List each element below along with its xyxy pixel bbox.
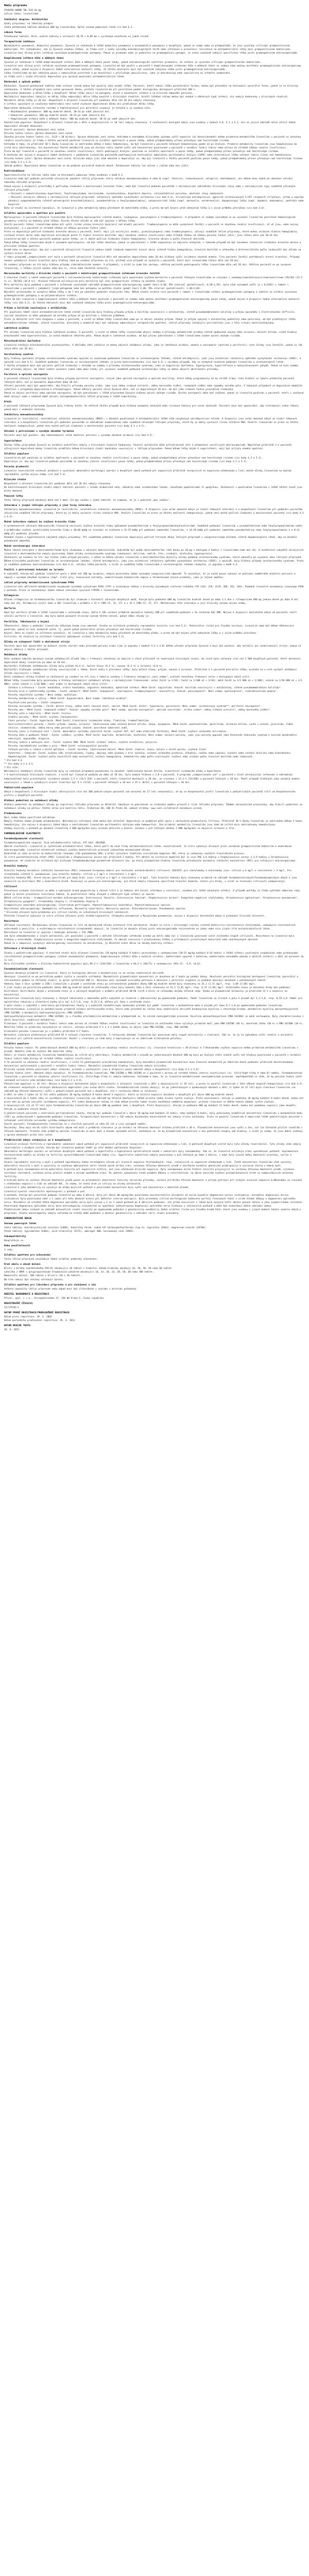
section-heading: Zvláštní opatření pro uchovávání (4, 1254, 51, 1257)
section-heading: Zvláštní upozornění a opatření pro použití (4, 212, 65, 215)
paragraph: Pediatrická populace: Bezpečnost a účinnost linezolidu u dětí a dospívajících (< 18 let) nebyly stanoveny. V současnosti dostupné údaje jsou uvedeny v bodech 4.8, 5.1 a 5.2, ale na jejich základě nelze učinit žádná doporučení ohledně dávkování. (4, 121, 297, 128)
paragraph: Absorpce: Linezolid se po perorálním podání rychle a rozsáhle vstřebává. Maximálních plazmatických koncentrací je dosaženo do 2 hodin po podání dávky. Absolutní perorální biologická dostupnost linezolidu (perorální a intravenózní podání ve zkřížené studii) je úplná (přibližně 100 %). Absorpce není významně ovlivněna potravou a absorpce z perorální suspenze je podobná absorpci dosažené u potahovaných tablet. (4, 975, 300, 982)
paragraph: Výdej přípravku: na lékařský předpis (4, 22, 54, 25)
section-heading: Předávkování (4, 812, 22, 815)
paragraph: U normotenzních zdravých dobrovolníků linezolid zesiloval zvýšení krevního tlaku způsobené pseudoefedrinem a fenylpropanolaminhydrochloridem. Souběžné podávání linezolidu s pseudoefedrinem nebo fenylpropanolaminem vedlo k průměrnému zvýšení systolického krevního tlaku o 30–40 mmHg ve srovnání se zvýšením o 11–15 mmHg při podávání samotného linezolidu, o 14–18 mmHg při podávání samotného pseudoefedrinu nebo fenylpropanolaminu a o 8–11 mmHg při podávání placeba. (4, 525, 304, 535)
paragraph: Doporučené dávkování a délka léčby u dospělých: Délka léčby závisí na patogenu, místě a závažnosti infekce a na klinické odpovědi pacienta. (4, 92, 194, 95)
paragraph: Potah tablety: hypromelóza (E464), oxid titaničitý (E171), makrogol 400, karnaubský vosk (E903). (4, 1230, 135, 1233)
section-heading: Fertilita, těhotenství a kojení (4, 620, 49, 623)
paragraph: Závažná porucha funkce ledvin (tj. CLCR < 30 ml/min): Úprava dávkování není nutná. Vzhledem k neznámému klinickému významu vyšší expozice (až desetinásobné) dvěma primárním metabolitům linezolidu u pacientů se závažnou renální insuficiencí je třeba u těchto pacientů používat linezolid se zvláštní opatrností a pouze tehdy, pokud předpokládaný přínos převažuje nad teoretickým rizikem. (4, 135, 302, 142)
list-item: Gastrointestinální poruchy — Časté: průjem, nauzea, zvracení, lokalizovaná nebo celková bolest břicha, zácpa, dyspepsie. Méně časté: pankreatitida, gastritida, distenze břicha, sucho v ústech, glositida, řídká stolice, stomatitida, změna barvy nebo porucha jazyka. Vzácné: povrchové zabarvení zubů. (8, 723, 295, 730)
section-heading: Pediatrická populace (4, 786, 33, 789)
paragraph: Hypersenzitivita na léčivou látku nebo na kteroukoli pomocnou látku uvedenou v bodě 6.1. (4, 174, 124, 177)
paragraph: Údaje o bezpečnosti z klinických studií zahrnujících více než 500 pediatrických pacientů (od narození do 17 let) nenaznačují, že by se bezpečnostní profil linezolidu u pediatrických pacientů lišil od bezpečnostního profilu u dospělých pacientů. (4, 790, 297, 797)
list-item: Cévní poruchy — Časté: hypertenze. Méně časté: tranzitorní ischemické ataky, flebitida, tromboflebitida. (8, 719, 150, 722)
paragraph: Nemocniční balení: 100 tablet v blistru (10 x 10 tablet). (4, 1275, 82, 1278)
paragraph: Potahovaná tableta. Bílé, oválné tablety o velikosti 18,78 x 8,89 mm s vyraženým označením na jedné straně. (4, 35, 150, 38)
paragraph: Koncentrace linezolidu byly stanoveny v různých tekutinách u omezeného počtu subjektů ve studiích s dobrovolníky po opakovaném podávání. Poměr linezolidu ve slinách a potu k plazmě byl 1,2:1,0, resp. 0,55:1,0. Poměr pro epiteliální tekutinu a alveolární buňky plic byl 4,5:1,0, resp. 0,15:1,0, měřeno při Cmax v ustáleném stavu. (4, 997, 304, 1004)
paragraph: † V kontrolovaných klinických studiích, v nichž byl linezolid podáván po dobu až 28 dní, byla anemie hlášena u 2,0 % pacientů. V programu „compassionate use“ u pacientů s život ohrožujícími infekcemi a základními komorbiditami byla procentuální incidence anemie 2,5 % (33/1 326) u pacientů, kteří linezolid dostávali ≤ 28 dní, ve srovnání s 12,3 % (53/430) u pacientů léčených > 28 dní. Podíl případů hlášených jako závažná anemie související s lékem a vyžadující krevní transfuzi byl 9 % (3/33) u pacientů léčených ≤ 28 dní a 15 % (8/53) u pacientů léčených > 28 dní. (4, 774, 301, 784)
paragraph: U infekcí spojených se současnou bakteriemií není nutné zvyšovat doporučenou dávku ani prodlužovat délku léčby. (4, 103, 156, 106)
paragraph: Klinický význam těchto pozorování nebyl stanoven, protože v současnosti jsou k dispozici pouze omezené údaje o bezpečnosti (viz body 4.2 a 4.4). (4, 1068, 200, 1071)
paragraph: * Viz bod 4.4. (4, 759, 24, 762)
paragraph: Eliminace: U pacientů s normální funkcí ledvin nebo mírnou až středně těžkou renální insuficiencí se linezolid za ustáleného stavu vylučuje primárně močí jako PNU-142586 (40 %), mateřská látka (30 %) a PNU-142300 (10 %). Mateřská látka se prakticky nevyskytuje ve stolici, zatímco přibližně 6 % a 3 % každé dávky se objeví jako PNU-142586, resp. PNU-142300. (4, 1023, 305, 1029)
paragraph: Studie reprodukční toxicity u myší a potkanů neprokázaly žádný teratogenní účinek při úrovních expozice čtyřnásobných, resp. rovnajících se expozicím očekávaným u lidí. Tytéž koncentrace linezolidu však vyvolaly maternální toxicitu u myší a souvisely se zvýšenou embryonální smrtí včetně úplné ztráty vrhu, sníženou tělesnou hmotností plodů a zhoršením normální genetické predispozice k variacím sterna u kmene myší. (4, 1161, 293, 1168)
paragraph: † Viz níže. (4, 767, 20, 770)
paragraph: U novorozenců do 1 týdne věku se systémová clearance linezolidu (na základě kg tělesné hmotnosti) během prvního týdne života rychle zvyšuje. Proto novorozenci, kterým je podáváno 10 mg/kg každých 8 hodin denně, budou mít první den po porodu nejvyšší systémovou expozici. Při tomto dávkovacím režimu se však během prvního týdne života neočekává nadměrná akumulace, protože clearance se během tohoto období rychle zvyšuje. (4, 1097, 305, 1104)
paragraph: Ačkoli se hlavní metabolity linezolidu hemodialýzou do určité míry odstraňují, hladiny metabolitů v plazmě po jednorázových dávkách 600 mg byly po dialýze stále značně vyšší než hladiny pozorované u pacientů s normální funkcí ledvin nebo mírnou až středně těžkou renální insuficiencí. (4, 1054, 302, 1060)
paragraph: Linezolid snižoval fertilitu a reprodukční výkonnost samců potkanů při expozicích přibližně rovnajících se expozicím očekávaným u lidí. U pohlavně dospělých zvířat byly tyto účinky reverzibilní. Tyto účinky však nebyly reverzibilní u mladých zvířat, kterým byl linezolid podáván téměř po celé období pohlavního dospívání. (4, 1143, 302, 1149)
paragraph: Abnormální morfologie spermií ve varlatech dospělých samců potkanů a hypertrofie a hyperplazie epiteliálních buněk v nadvarleti byly zaznamenány. Zdá se, že linezolid ovlivňuje zrání spermatozoí potkanů. Suplementace testosteronem neměla na účinky na fertilitu zprostředkované linezolidem žádný vliv. Hypertrofie nadvarlete nebyla pozorována u psů léčených po dobu 1 měsíce, i když byly zjevné změny hmotnosti prostaty, varlat a nadvarlat. (4, 1150, 300, 1161)
paragraph: Během klinického používání linezolidu se serotonergními látkami, včetně antidepresiv, jako jsou selektivní inhibitory zpětného vychytávání serotoninu (SSRI), a opioidů, byly hlášeny případy serotoninového syndromu. Proto je souběžné podávání kontraindikováno (viz bod 4.3), zatímco léčba pacientů, u nichž je souběžná léčba linezolidem a serotonergními látkami nezbytná, je popsána v bodě 4.4. (4, 560, 305, 566)
paragraph: In vitro postantibiotický efekt (PAE) linezolidu u Staphylococcus aureus byl přibližně 2 hodiny. Při měření na zvířecích modelech byl in vivo PAE 3,6 hodiny u Staphylococcus aureus a 3,9 hodiny u Streptococcus pneumoniae. Ve studiích na zvířatech byl klíčovým farmakodynamickým parametrem účinnosti čas, po který plazmatická hladina linezolidu přesahovala minimální inhibiční koncentraci (MIC) pro infikující mikroorganismus. (4, 856, 297, 863)
section-heading: DATUM REVIZE TEXTU (4, 1324, 30, 1327)
paragraph: Zkřížená rezistence: Mechanismus účinku linezolidu se liší od mechanismů účinku ostatních tříd antibiotik. Studie in vitro s klinickými izoláty (včetně methicilin-rezistentních stafylokoků, vankomycin-rezistentních enterokoků a penicilin- a erythromycin-rezistentních streptokoků) ukazují, že linezolid je obvykle účinný proti mikroorganismům rezistentním na jednu nebo více jiných tříd antimikrobiálních látek. (4, 924, 297, 931)
paragraph: Když byl warfarin přidán k léčbě linezolidem v ustáleném stavu, došlo k 10% snížení průměrné maximální hodnoty INR při souběžném podávání s 5% snížením AUC INR. Nejsou k dispozici dostatečné údaje od pacientů, kteří užívali warfarin a linezolid, aby bylo možné posoudit klinický význam těchto nálezů, pokud vůbec nějaký je. (4, 612, 298, 618)
paragraph: Hraniční hodnoty MIC, které nejsou specifické pro daný druh, jsou: citlivé ≤ 2 mg/l a rezistentní > 8 mg/l. Tyto hraniční hodnoty byly stanoveny primárně na základě farmakokinetických/farmakodynamických údajů a jsou nezávislé na distribuci MIC u konkrétních druhů. Používají se pouze pro mikroorganismy, pro které nebyla stanovena specifická hraniční hodnota, nikoli pro druhy, u nichž se testování citlivosti nedoporučuje. (4, 876, 298, 883)
paragraph: Datum posledního prodloužení registrace: 26. 4. 2013 (4, 1319, 75, 1322)
paragraph: K dnešnímu dni nejsou k dispozici žádné zkušenosti s podáváním linezolidu pacientům podstupujícím kontinuální ambulantní peritoneální dialýzu (CAPD) nebo alternativní léčbu selhání ledvin (jinou než hemodialýzu). (4, 154, 293, 157)
paragraph: Pacientky: Ženy mají mírně nižší distribuční objem než muži a průměrná clearance je po korekci na tělesnou hmotnost snížena přibližně o 20 %. Plazmatické koncentrace jsou vyšší u žen, což lze částečně přičíst rozdílům v tělesné hmotnosti. Protože však průměrný poločas linezolidu se mezi muži a ženami významně neliší, neočekává se, že by plazmatické koncentrace u žen podstatně stouply nad hladiny, o nichž je známo, že jsou dobře snášeny, a úprava dávkování proto není nutná. (4, 1126, 305, 1137)
paragraph: Myelosuprese: U pacientů léčených linezolidem byla hlášena myelosuprese (včetně anemie, leukopenie, pancytopenie a trombocytopenie). V případech se známým výsledkem se po vysazení linezolidu postižené hematologické parametry vrátily na hodnoty před léčbou. Riziko těchto účinků se zdá být spojeno s délkou léčby. (4, 216, 297, 223)
paragraph: Distribuce: Distribuční objem v ustáleném stavu je u zdravých dospělých v průměru přibližně 40–50 litrů a blíží se celkovému objemu tělesné vody. Vazba na plazmatické bílkoviny je přibližně 31 % a nezávisí na koncentraci. (4, 990, 289, 997)
list-item: • Pacienti s nekontrolovanou hypertenzí, feochromocytomem, karcinoidem, tyreotoxikózou, bipolární depresí, schizoafektivní poruchou, akutními stavy zmatenosti. (8, 192, 225, 195)
section-heading: Zvláštní populace (4, 452, 29, 455)
paragraph: Není známo žádné specifické antidotum. (4, 816, 56, 819)
paragraph: Rezistence na linezolid je spojena s bodovými mutacemi v 23S rRNA. (4, 931, 94, 935)
paragraph: Bezpečnost a účinnost linezolidu při podávání déle než 28 dní nebyly stanoveny. (4, 482, 112, 485)
paragraph: ZYVOXID 600MG TBL FLM 10 mg (4, 9, 41, 12)
paragraph: Obecné vlastnosti: Linezolid je syntetická antibakteriální látka, která patří do nové třídy antimikrobiálních látek, oxazolidinonů. In vitro vykazuje účinnost proti aerobním grampozitivním bakteriím a anaerobním mikroorganismům. Linezolid selektivně inhibuje syntézu bakteriálních proteinů jedinečným mechanismem účinku. (4, 845, 293, 852)
section-heading: Možné serotonergní interakce (4, 545, 45, 548)
section-heading: Serotoninový syndrom (4, 353, 33, 356)
paragraph: U dětí ve věku 1 týden až 12 let vedlo podávání 10 mg/kg každých 8 hodin denně k expozici, která se blížila expozici dosažené u dospělých při dávce 600 mg dvakrát denně. (4, 1094, 234, 1097)
section-heading: Dávkování a způsob podání (4, 81, 41, 84)
paragraph: Ke stanovení bezpečných a účinných dávkovacích doporučení jsou nutné další studie. Farmakokinetické studie ukazují, že po jednorázových a opakovaných dávkách u dětí (1 týden až 12 let) byla clearance linezolidu (na základě kg tělesné hmotnosti) vyšší u pediatrických pacientů než u dospělých, ale s rostoucím věkem se snižovala. (4, 1087, 297, 1093)
section-heading: Užívání s potravinami s vysokým obsahem tyraminu (4, 430, 74, 433)
section-heading: Farmakokinetické vlastnosti (4, 968, 44, 971)
paragraph: Nejčastěji hlášenými nežádoucími účinky souvisejícími s lékem, které vedly k přerušení léčby, byly bolest hlavy, průjem, nauzea a zvracení. Přibližně 3 % pacientů přerušila léčbu, protože se u nich vyskytl nežádoucí účinek související s lékem. (4, 669, 298, 675)
paragraph: Míra mortality byla podobná u pacientů s infekcemi vyvolanými výhradně grampozitivními mikroorganismy (poměr šancí 0,96; 95% interval spolehlivosti: 0,58–1,59), byla však významně vyšší (p = 0,0162) v rameni s linezolidem u pacientů s jakýmkoli jiným patogenem nebo bez patogenu na počátku studie (poměr šancí 2,48; 95% interval spolehlivosti: 1,38–4,46). (4, 283, 290, 290)
paragraph: Zkušenosti po uvedení na trh: byl hlášen jeden případ pacienta, u něhož se během užívání linezolidu a dextromethorfanu objevily účinky podobné serotoninovému syndromu, které odezněly po vysazení obou léčivých přípravků. (4, 556, 302, 559)
paragraph: Tento léčivý přípravek nevyžaduje žádné zvláštní podmínky uchovávání. (4, 1258, 98, 1261)
list-item: Poruchy jater a žlučových cest — Časté: abnormální výsledky jaterních testů; zvýšení AST, ALT nebo alkalické fosfatázy. Méně časté: zvýšení celkového bilirubinu. (8, 730, 228, 733)
paragraph: V těchto případech mají být pacienti pečlivě sledováni s ohledem na známky a příznaky serotoninového syndromu, jako je kognitivní dysfunkce, hyperpyrexie, hyperreflexie a nekoordinovanost pohybů. Pokud se tyto známky nebo příznaky objeví, má lékař zvážit vysazení jedné nebo obou látek; při vysazení souběžně podávané serotonergní látky se mohou objevit abstinenční příznaky. (4, 364, 300, 371)
paragraph: Hraniční hodnoty minimální inhibiční koncentrace (MIC) stanovené Evropskou komisí pro testování antimikrobiální citlivosti (EUCAST) pro stafylokoky a enterokoky jsou: citlivé ≤ 4 mg/l a rezistentní > 4 mg/l. Pro streptokoky (včetně S. pneumoniae) jsou hraniční hodnoty: citlivé ≤ 2 mg/l a rezistentní > 4 mg/l. (4, 869, 293, 876)
paragraph: Pediatrická populace (< 18 let): Nejsou k dispozici dostatečné údaje o bezpečnosti a účinnosti linezolidu u dětí a dospívajících (< 18 let), a proto se použití linezolidu v této věkové skupině nedoporučuje (viz bod 4.2). (4, 1083, 304, 1086)
list-item: Poruchy nervového systému — Časté: bolest hlavy, změna chuti (kovová chuť), závrať. Méně časté: křeče*, hypestezie, parestezie. Není známo: serotoninový syndrom**, periferní neuropatie*. (8, 705, 262, 708)
section-heading: Pomocné látky (4, 495, 23, 498)
paragraph: Porucha funkce jater: Omezené údaje naznačují, že farmakokinetika linezolidu, PNU-142300 a PNU-142586 se u pacientů s mírnou až středně těžkou jaterní insuficiencí (tj. Child-Pugh třídy A nebo B) nemění. Farmakokinetika linezolidu u pacientů se závažnou jaterní insuficiencí (tj. Child-Pugh třídy C) nebyla hodnocena. Vzhledem k tomu, že je linezolid metabolizován neenzymatickým procesem, nepředpokládá se však, že by porucha funkce jater významně ovlivnila jeho metabolismus (viz body 4.2 a 4.4). (4, 1072, 304, 1082)
paragraph: U potkanů, kterým byl perorálně podáván linezolid po dobu 6 měsíců, byla při dávce 80 mg/kg/den pozorována neuréverzibilní minimální až mírná axonální degenerace nervus ischiadicus; minimální degenerace nervus ischiadicus byla pozorována také u 1 samce při této dávkové úrovni při 3měsíční interim nekropsii. Byla provedeno citlivé morfologické hodnocení perfuzí fixovaných tkání s cílem hledat důkazy o degeneraci optického nervu. Minimální až středně těžká degenerace optického nervu byla zjevná u 2 ze 3 samců potkanů po 6 měsících podávání, ale přímá souvislost s lékem byla nejasná kvůli akutní povaze nálezu a jeho asymetrickému rozložení. (4, 1194, 304, 1204)
list-item: Poruchy metabolismu a výživy — Méně časté: hyponatremie. Není známo: laktátová acidóza*. (8, 698, 128, 701)
section-heading: Interakce s jinými léčivými přípravky a jiné formy interakce (4, 504, 92, 507)
paragraph: Linezolid není účinný proti infekcím vyvolaným gramnegativními patogeny. Linezolid má být použit u pacientů s komplikovanými infekcemi kůže a měkkých tkání se známou nebo možnou koinfekcí gramnegativními mikroorganismy pouze tehdy, pokud nejsou k dispozici žádné alternativní možnosti léčby. Za těchto okolností musí být současně zahájena léčba proti gramnegativním mikroorganismům. (4, 65, 302, 72)
paragraph: ** Viz body 4.3 a 4.5. (4, 763, 35, 766)
paragraph: Další nežádoucí účinky hlášené ze zkušeností po uvedení na trh jsou v tabulce uvedeny s frekvencí kategorie „není známo“, protože skutečnou frekvenci nelze z dostupných údajů určit. (4, 676, 251, 679)
list-item: Poruchy oka — Méně časté: rozmazané vidění*. Vzácné: výpadky zorného pole*. Není známo: optická neuropatie*, optická neuritida*, ztráta zraku*, změny zrakové ostrosti*, změny barevného vidění*. (8, 708, 271, 711)
paragraph: V otevřené studii u vážně nemocných pacientů s intravaskulárními katetrovými infekcemi byla pozorována zvýšená mortalita u pacientů léčených linezolidem ve srovnání s vankomycinem/dikloxacilinem/oxacilinem [78/363 (21,5 %) vs. 58/363 (16,0 %)]. Hlavním faktorem ovlivňujícím míru mortality byl stav grampozitivní infekce na počátku studie. (4, 276, 304, 283)
paragraph: Grampozitivní anaerobní mikroorganismy: Clostridium perfringens, Peptostreptococcus anaerobius, Peptostreptococcus species. (4, 904, 172, 907)
paragraph: Lahvička z HDPE s polypropylenovým šroubovacím uzávěrem obsahující 10, 14, 20, 24, 30, 50, 60 nebo 100 tablet. (4, 1271, 154, 1274)
paragraph: Nozokomiální pneumonie. Komunitní pneumonie. Zyvoxid je indikován k léčbě komunitní pneumonie a nozokomiální pneumonie u dospělých, pokud je známo nebo se předpokládá, že jsou vyvolány citlivými grampozitivními bakteriemi. Při rozhodování, zda je Zyvoxid vhodnou léčbou, je třeba vzít v úvahu výsledky mikrobiologických testů nebo informace o prevalenci rezistence na antibakteriální látky mezi grampozitivními bakteriemi. (4, 44, 291, 51)
paragraph: Porucha funkce ledvin: Úprava dávkování není nutná. (4, 132, 74, 135)
section-heading: Terapeutické indikace (4, 40, 35, 43)
paragraph: Doporučené dávkování infuzního roztoku a tablet/granulí pro perorální suspenzi je totožné a je uvedeno níže: (4, 107, 151, 110)
paragraph: Vzhledem k tomu, že přibližně 30 % dávky linezolidu je odstraněno během 3 hodin hemodialýzy, má být linezolid u pacientů léčených hemodialýzou podán až po dialýze. Primární metabolity linezolidu jsou hemodialýzou do jisté míry odstraňovány, ale koncentrace těchto metabolitů jsou po dialýze stále značně vyšší než koncentrace pozorované u pacientů s normální funkcí ledvin nebo mírnou až středně těžkou renální insuficiencí. (4, 143, 298, 150)
paragraph: Prevalence získané rezistence se může u vybraných druhů geograficky a časově lišit a je žádoucí mít místní informace o rezistenci, zejména při léčbě závažných infekcí. V případě potřeby je třeba vyhledat odbornou radu, pokud je místní prevalence rezistence taková, že použitelnost látky alespoň u některých typů infekcí je sporná. (4, 889, 302, 896)
paragraph: Hydroxyethylglycinový metabolit (PNU-142586) je u člověka převládajícím metabolitem a předpokládá se, že vzniká neenzymatickým procesem. Kyselina aminoethoxyoctová (PNU-142300) je méně zastoupena. Byly charakterizovány i další minoritní, neaktivní metabolity. (4, 1015, 305, 1022)
section-heading: Zvláštní opatření pro likvidaci přípravku a pro zacházení s ním (4, 1283, 96, 1286)
paragraph: Při používání téměř všech antibakteriálních látek včetně linezolidu byly hlášeny případy průjmu a kolitidy související s antibiotiky, včetně pseudomembranózní kolitidy a průjmu spojeného s Clostridioides difficile, jejichž závažnost se může pohybovat od mírného průjmu až po kolitidu s fatálním průběhem. (4, 311, 297, 318)
list-item: Vyšetření — Chemické: Časté: zvýšení LDH, kreatinkinázy, lipázy, amylázy nebo glukózy v krvi nalačno; snížení celkového proteinu, albuminu, sodíku nebo vápníku; zvýšení nebo snížení draslíku nebo bikarbonátu. Hematologické: Časté: zvýšení počtu neutrofilů nebo eozinofilů; snížení hemoglobinu, hematokritu nebo počtu erytrocytů; zvýšení nebo snížení počtu krevních destiček nebo leukocytů. (8, 752, 293, 759)
paragraph: Jak bylo zdokumentováno u jiných antibiotik, při používání u pacientů s obtížně léčitelnými infekcemi a/nebo po delší dobu byl u linezolidu pozorován vznik sníženého stupně citlivosti. Rezistence na linezolid byla hlášena u enterokoků, Staphylococcus aureus a koaguláza-negativních stafylokoků. To obecně souviselo s prodlouženou léčbou a přítomností protetických materiálů nebo nedrénovaných abscesů. (4, 935, 296, 942)
paragraph: Byly hlášeny spontánní případy serotoninového syndromu spojené se současným podáváním linezolidu se serotonergními látkami, včetně antidepresiv, jako jsou selektivní inhibitory zpětného vychytávání serotoninu (SSRI), a opioidů (viz bod 4.5). Souběžné podávání linezolidu se serotonergními látkami je proto kontraindikováno (viz bod 4.3) s výjimkou případů, kdy je nezbytné současné podávání linezolidu a serotonergních látek. (4, 357, 302, 364)
paragraph: Starší pacienti: Farmakokinetika linezolidu se u starších pacientů ve věku 65 let a více významně nemění. (4, 1123, 147, 1126)
paragraph: Blistr z bílého neprůhledného PVC/Al obsahující 10 tablet v krabičce. Každá krabička obsahuje 10, 20, 30, 50 nebo 60 tablet. (4, 1267, 173, 1270)
section-heading: Komplikované infekce kůže a měkkých tkání (4, 57, 64, 60)
document-blocks (4, 9, 305, 1332)
paragraph: Pacienti mají být poučeni, aby nekonzumovali velké množství potravin s vysokým obsahem tyraminu (viz bod 4.5). (4, 434, 154, 437)
section-heading: Rezistence (4, 920, 19, 923)
paragraph: Linezolid má být u těchto pacientů podáván pouze tehdy, je-li možné pečlivé sledování hladin hemoglobinu, krevního obrazu a počtu krevních destiček. (4, 238, 206, 241)
paragraph: Pokud nejsou k dispozici prostředky k pečlivému sledování a monitorování krevního tlaku, nemá být linezolid podáván pacientům s následujícími základními klinickými stavy nebo s následujícími typy souběžně užívaných léčivých přípravků: (4, 185, 297, 192)
paragraph: Porucha funkce jater: Úprava dávkování není nutná. Klinické údaje jsou však omezené a doporučuje se, aby byl linezolid u těchto pacientů používán pouze tehdy, pokud předpokládaný přínos převažuje nad teoretickým rizikem (viz body 4.4 a 5.2). (4, 158, 304, 164)
paragraph: Jedna potahovaná tableta obsahuje 600 mg linezolidum. Úplný seznam pomocných látek viz bod 6.1. (4, 26, 134, 29)
section-heading: Hraniční hodnoty (4, 865, 28, 868)
paragraph: Proto je důležité vzít tuto diagnózu v úvahu u pacientů, u nichž se během léčby linezolidem nebo po ní objeví závažný průjem. Pokud je průjem spojený s antibiotiky podezřelý nebo potvrzený, má být probíhající léčba antibakteriálními látkami, včetně linezolidu, přerušena a okamžitě mají být zahájena odpovídající terapeutická opatření. Léčivé přípravky inhibující peristaltiku jsou v této situaci kontraindikovány. (4, 318, 297, 325)
section-heading: Předklinické údaje vztahující se k bezpečnosti (4, 1139, 71, 1142)
paragraph: Hlášení podezření na nežádoucí účinky po registraci léčivého přípravku je důležité. Umožňuje to pokračovat ve sledování poměru přínosů a rizik léčivého přípravku. Žádáme zdravotnické pracovníky, aby hlásili podezření na nežádoucí účinky na adresu: Státní ústav pro kontrolu léčiv, Šrobárova 48, 100 41 Praha 10, webové stránky: www.sukl.cz/nahlasit-nezadouci-ucinek. (4, 803, 304, 810)
section-heading: Hlášení podezření na nežádoucí účinky (4, 799, 58, 802)
paragraph: Předklinické údaje získané na základě konvenčních studií toxicity po opakovaném podávání a genotoxicity neodhalily žádné zvláštní riziko pro člověka kromě těch, které jsou uvedeny v jiných bodech tohoto souhrnu údajů o přípravku. Studie kancerogenity nebyly vzhledem ke krátké době podávání a absenci genotoxicity v základní sérii studií provedeny. (4, 1208, 302, 1215)
paragraph: Doporučuje se, aby byl linezolid podáván pacientům se závažnou jaterní insuficiencí pouze tehdy, pokud předpokládaný přínos převažuje nad teoretickým rizikem (viz body 4.2 a 5.2). (4, 460, 248, 463)
paragraph: Biotransformace: Linezolid je metabolizován primárně oxidací morfolinového kruhu, která vede převážně ke vzniku dvou neaktivních derivátů karboxylové kyseliny s otevřeným kruhem: metabolitu kyseliny aminoethoxyoctové (PNU-142300) a metabolitu hydroxyethylglycinu (PNU-142586). (4, 1008, 300, 1015)
paragraph: Datum první registrace: 10. 4. 2002 (4, 1315, 52, 1318)
paragraph: Kojení: Data ze studií na zvířatech naznačují, že linezolid a jeho metabolity mohou přecházet do mateřského mléka, a proto má být kojení před zahájením léčby a v jejím průběhu přerušeno. (4, 632, 258, 635)
list-item: Poruchy ucha a labyrintu — Méně časté: tinitus. (8, 712, 73, 715)
paragraph: Fertilita: Ve studiích na zvířatech linezolid způsoboval snížení fertility (viz bod 5.3). (4, 635, 126, 638)
paragraph: V rámci programů „compassionate use“ byla u pacientů užívajících linezolid déle než maximální doporučenou dobu 28 dní hlášena vyšší incidence závažné anemie. Tito pacienti častěji potřebovali krevní transfuzi. Případy anemie vyžadující krevní transfuzi byly hlášeny také po uvedení přípravku na trh, přičemž více případů se vyskytlo u pacientů, kteří byli linezolidem léčeni déle než 28 dní. (4, 256, 301, 263)
paragraph: U potkanů byla zaznamenána mírná maternální toxicita při expozicích nižších, než jsou očekávané klinické expozice. Byla zaznamenána mírná fetální toxicita projevující se sníženou tělesnou hmotností plodů, sníženou osifikací sternebrů, sníženou mírou přežití mláďat a mírným zpožděním zrání. Po spáření vykazovala tatáž mláďata důkazy o reverzibilním, na dávce závislém zvýšení preimplantačních ztrát se zodpovídajícím snížením fertility. (4, 1168, 296, 1179)
paragraph: U pediatrických pacientů s ventrikulo-peritoneálními shunty, kterým byl podáván linezolid v dávce 10 mg/kg buď každých 12 hodin, nebo každých 8 hodin, byly pozorovány proměnlivé koncentrace linezolidu v mozkomíšním moku (CSF) po jednorázovém i opakovaném podávání linezolidu. Terapeutických koncentrací v CSF nebylo dosahováno konzistentně ani nebyly trvale udržovány. Proto se použití linezolidu k empirické léčbě pediatrických pacientů s infekcemi centrálního nervového systému nedoporučuje. (4, 1112, 304, 1122)
paragraph: Hodnoty Cmax a Cmin (průměr a [SD]) linezolidu v plazmě v ustáleném stavu po intravenózním podávání dávky 600 mg dvakrát denně byly stanoveny na 15,1 [2,5] mg/l, resp. 3,68 [2,68] mg/l. (4, 982, 256, 986)
paragraph: Je třeba vzít v úvahu oficiální doporučení pro správné používání antibakteriálních látek. (4, 76, 126, 79)
paragraph: Pfizer, spol. s r.o., Stroupežnického 17, 150 00 Praha 5, Česká republika (4, 1297, 104, 1300)
paragraph: U králíků došlo ke snížení tělesné hmotnosti plodů pouze za přítomnosti maternální toxicity (klinické příznaky, snížení přírůstku tělesné hmotnosti a příjmu potravy) při nízkých úrovních expozice 0,06násobku ve srovnání s očekávanou expozicí u lidí na základě AUC. Je známo, že tento druh je citlivý na účinky antibiotik. (4, 1179, 304, 1186)
list-item: Poruchy reprodukčního systému a prsu — Méně časté: vulvovaginální porucha. (8, 745, 109, 748)
paragraph: Všichni pacienti mají být upozorněni, aby hlásili příznaky poruchy zraku, jako jsou změny zrakové ostrosti, změny barevného vidění, rozmazané vidění nebo výpadky zorného pole. V takových případech se doporučuje okamžité vyšetření s případným doporučením k oftalmologovi. Pokud některý pacient užívá Zyvoxid déle, než je doporučených 28 dní, má být jeho zraková funkce pravidelně sledována. (4, 384, 304, 391)
section-heading: Citlivost (4, 885, 18, 888)
paragraph: Přestože linezolid vykazuje in vitro určitou účinnost proti druhům Legionella, Chlamydia pneumoniae a Mycoplasma pneumoniae, nejsou k dispozici dostatečné údaje k prokázání klinické účinnosti. (4, 915, 266, 918)
section-heading: Použití s potravinami bohatými na tyramin (4, 568, 64, 571)
section-heading: Superinfekce (4, 439, 22, 443)
paragraph: Nebyly hlášeny žádné případy předávkování. Následující informace však mohou být užitečné: Doporučuje se podpůrná péče spolu s udržováním glomerulární filtrace. Přibližně 30 % dávky linezolidu je odstraněno během 3 hodin hemodialýzy, ale nejsou k dispozici žádné údaje o odstraňování linezolidu peritoneální dialýzou nebo hemoperfuzí. Dva primární metabolity linezolidu jsou také do určité míry odstraňovány hemodialýzou. (4, 820, 304, 827)
section-heading: Nežádoucí účinky (4, 653, 28, 656)
paragraph: Léčivá látka: linezolidum (4, 13, 39, 16)
paragraph: Nejčastěji hlášenými nežádoucími účinky byly průjem (8,4 %), bolest hlavy (6,5 %), nauzea (6,3 %) a zvracení (4,0 %). (4, 665, 164, 668)
section-heading: Inhibitory monoaminooxidázy (4, 414, 44, 417)
paragraph: Na trhu nemusí být všechny velikosti balení. (4, 1278, 64, 1281)
section-heading: Možné interakce vedoucí ke zvýšení krevního tlaku (4, 521, 76, 524)
section-heading: Léčivé přípravky metabolizované cytochromem P450 (4, 582, 74, 585)
list-item: Celkové poruchy a reakce v místě aplikace — Časté: horečka, lokalizovaná bolest. Méně časté: zimnice, únava, bolest v místě vpichu, zvýšená žízeň. (8, 749, 207, 752)
paragraph: Proto se doporučuje pečlivé sledování krevního obrazu u pacientů, kteří: mají již existující anemii, granulocytopenii nebo trombocytopenii; užívají souběžně léčivé přípravky, které mohou snižovat hladinu hemoglobinu, snižovat krevní obraz nebo nepříznivě ovlivňovat počet či funkci krevních destiček; mají závažnou renální insuficienci nebo středně těžkou až těžkou poruchu funkce jater; jsou léčeni déle než 10–14 dní. (4, 231, 300, 238)
section-heading: Účinky na schopnost řídit a obsluhovat stroje (4, 640, 70, 643)
paragraph: Linezolid vyvolal reverzibilní myelosupresi u potkanů a psů. (4, 1190, 86, 1193)
section-heading: FARMACEUTICKÉ ÚDAJE (4, 1217, 32, 1220)
list-item: Poruchy imunitního systému — Není známo: anafylaxe. (8, 694, 78, 697)
paragraph: U pacientů léčených přípravkem Zyvoxid byly hlášeny křeče. Ve většině těchto případů byla hlášena anamnéza záchvatů nebo rizikové faktory pro vznik záchvatů. Pacienti mají být upozorněni, aby informovali svého lékaře, pokud mají v anamnéze záchvaty. (4, 405, 301, 412)
paragraph: U pacientů léčených linezolidem byly hlášeny případy periferní neuropatie, stejně jako optické neuropatie a optické neuritidy, které někdy progredovaly až ke ztrátě zraku; tato hlášení se týkala především pacientů léčených déle, než je maximální doporučená doba 28 dní. (4, 377, 296, 384)
paragraph: Linezolid nemá být podáván pacientům užívajícím jakýkoli léčivý přípravek, který inhibuje monoaminooxidázu A nebo B (např. fenelzin, isokarboxazid, selegilin, moklobemid), ani během dvou týdnů po ukončení užívání takového léčivého přípravku. (4, 178, 295, 184)
paragraph: Linezolid je reverzibilní, neselektivní inhibitor monoaminooxidázy (MAOI); v dávkách používaných k antibakteriální léčbě však nevykazuje antidepresivní účinek. K dispozici jsou velmi omezené údaje ze studií lékových interakcí a o bezpečnosti linezolidu při podávání pacientům se základními onemocněními nebo souběžně užívanými léčivými přípravky, které by je mohly vystavit riziku inhibice MAO. Použití linezolidu se proto za těchto okolností nedoporučuje, pokud není možné pečlivé sledování a monitorování pacienta (viz body 4.3 a 4.5). (4, 418, 300, 428)
paragraph: Léčba linezolidem má být zahájena pouze v nemocničním prostředí a po konzultaci s příslušným specialistou, jako je mikrobiolog nebo specialista na infekční onemocnění. (4, 72, 232, 75)
paragraph: Míra klinického vyléčení v klinicky hodnotitelné populaci byla 89,3 % (134/150) u linezolidu a 84,5 % (60/71) u vankomycinu (95% CI: -4,9, 14,6). (4, 962, 202, 965)
list-item: • Nozokomiální pneumonie: 600 mg dvakrát denně, 10–14 po sobě jdoucích dní. (8, 110, 111, 113)
section-heading: Porucha plodnosti (4, 465, 29, 468)
section-heading: Farmakodynamické vlastnosti (4, 838, 44, 841)
list-item: • Pacienti užívající některý z následujících léčivých přípravků: inhibitory zpětného vychytávání serotoninu (viz bod 4.4), tricyklická antidepresiva, agonisté serotoninových 5-HT1 receptorů (triptany), přímo a nepřímo působící sympatomimetika (včetně adrenergních bronchodilatancií, pseudoefedrinu a fenylpropanolaminu), vazopresorické látky (např. adrenalin, noradrenalin), dopaminergní látky (např. dopamin, dobutamin), pethidin nebo buspiron. (8, 196, 305, 206)
document-title: Medis přípravku (4, 4, 27, 7)
paragraph: Starší pacienti: Úprava dávkování není nutná. (4, 128, 65, 131)
list-item: Poruchy ledvin a močových cest — Časté: zvýšení BUN. Méně časté: selhání ledvin, zvýšení kreatininu, polyurie. (8, 741, 158, 744)
paragraph: V jiné studii po perorálním podávání dávky 600 mg dvakrát denně do ustáleného stavu byly hodnoty Cmax a Cmin stanoveny na 21,2 [5,8] mg/l, resp. 6,15 [2,94] mg/l. Ustáleného stavu je dosaženo druhý den podávání. (4, 986, 291, 989)
paragraph: Největší nerovnováha se vyskytla během léčby a do 7 dní po ukončení podávání studijního léku. Během studie získalo více pacientů v rameni s linezolidem infekci gramnegativními patogeny a zemřelo na infekci vyvolanou gramnegativními patogeny a na polymikrobiální infekce. (4, 291, 298, 297)
paragraph: Data ze studií na zvířatech naznačují, že linezolid a jeho metabolity mohou přecházet do mateřského mléka, a proto má být kojení před zahájením léčby a v jejím průběhu přerušeno (viz bod 4.6). (4, 207, 266, 210)
paragraph: Podobné studie u hypertenzních subjektů nebyly provedeny. Při souběžném podávání linezolidu doporučuje pečlivě titrovat dávky léčivých přípravků s vazopresorickým účinkem, včetně dopaminergních látek, aby se dosáhlo požadované odpovědi. (4, 536, 298, 543)
paragraph: Pozorovaná degenerace optického nervu byla mikroskopicky srovnatelná se spontánní jednostrannou degenerací optického nervu hlášenou u stárnoucích potkanů a může být exacerbací běžné základní změny. (4, 1205, 272, 1208)
list-item: Srdeční poruchy — Méně časté: arytmie (tachykardie). (8, 716, 79, 719)
paragraph: Pokud se v nemocnici vyskytují mikroorganismy rezistentní na antibiotika, je důležité klást důraz na zásady kontroly infekcí. (4, 942, 175, 945)
list-item: • Komplikované infekce kůže a měkkých tkání: 600 mg dvakrát denně, 10–14 po sobě jdoucích dní. (8, 117, 136, 121)
section-heading: Průjem a kolitida související s antibiotiky (4, 307, 67, 310)
paragraph: Pokud během léčby linezolidem dojde k významné myelosupresi, má být léčba ukončena, pokud se pokračování v léčbě nepovažuje za naprosto nezbytné; v takovém případě má být zavedeno intenzivní sledování krevního obrazu a příslušná léčebná opatření. (4, 242, 302, 248)
section-heading: Laktátová acidóza (4, 327, 29, 330)
paragraph: Kromě toho se doporučuje, aby byl u pacientů užívajících linezolid jednou týdně sledován kompletní krevní obraz (včetně hladin hemoglobinu, krevních destiček a celkového a diferenciálního počtu leukocytů) bez ohledu na výchozí krevní obraz. (4, 249, 302, 256)
section-heading: Druh obalu a obsah balení (4, 1263, 41, 1266)
section-heading: Křeče (4, 401, 12, 404)
list-item: Poruchy kůže a podkožní tkáně — Časté: svědění, vyrážka. Méně časté: kopřivka, dermatitida, diaforéza. Není známo: bulózní poruchy, jako jsou poruchy popsané jako Stevensův-Johnsonův syndrom a toxická epidermální nekrolýza, angioedém, alopecie. (8, 734, 299, 740)
paragraph: 3 roky. (4, 1249, 14, 1252)
paragraph: Dávkování. Zyvoxid potahované tablety nebo infuzní roztok mohou být použity jako úvodní léčba. Pacienti, kteří zahájí léčbu parenterální formou, mohou být převedeni na kteroukoli perorální formu, pokud je to klinicky indikováno. V těchto případech není nutné upravovat dávku, protože linezolid má při perorálním podání biologickou dostupnost přibližně 100 %. (4, 85, 300, 92)
section-heading: Seznam pomocných látek (4, 1222, 37, 1225)
section-heading: Nerovnováha mortality v klinické studii u pacientů s katetrovými grampozitivními infekcemi krevního řečiště (4, 272, 160, 275)
section-heading: Zvláštní populace (4, 1042, 29, 1045)
paragraph: Linezolid není měřitelně metabolizován enzymovým systémem cytochromu P450 (CYP) a neinhibuje žádnou z klinicky významných izoforem lidského CYP (1A2, 2C9, 2C19, 2D6, 2E1, 3A4). Podobně linezolid neindukuje izoenzymy P450 u potkanů. Proto se neočekávají žádné lékové interakce vyvolané CYP450 s linezolidem. (4, 586, 305, 592)
paragraph: Neuplatňuje se. (4, 1240, 25, 1243)
paragraph: Pokud se objeví periferní nebo optická neuropatie, má být pokračování v léčbě přípravkem Zyvoxid zváženo oproti možným rizikům. Riziko neuropatií může být zvýšené, pokud je linezolid používán u pacientů, kteří v současné době užívají nebo v nedávné době užívali antimykobakteriální léčivé přípravky k léčbě tuberkulózy. (4, 392, 305, 399)
section-heading: FARMAKOLOGICKÉ VLASTNOSTI (4, 833, 41, 836)
section-heading: REGISTRAČNÍ ČÍSLO(A) (4, 1302, 33, 1305)
paragraph: Po uvedení přípravku na trh byly hlášeny případy sideroblastické anemie. V případech, u nichž je znám čas nástupu, většina pacientů podstupovala léčbu linezolidem déle než 28 dní. Většina pacientů se po vysazení linezolidu, s léčbou jejich anemie nebo bez ní, zcela nebo částečně zotavila. (4, 263, 293, 270)
section-heading: Informace z klinických studií (4, 947, 46, 951)
paragraph: Porucha funkce ledvin: Po jednorázových dávkách 600 mg došlo u pacientů se závažnou renální insuficiencí (tj. clearance kreatininu < 30 ml/min) k 7–8násobnému zvýšení expozice dvěma primárním metabolitům linezolidu v plazmě. Nedošlo však ke zvýšení AUC mateřské látky. (4, 1046, 300, 1053)
section-heading: Kontraindikace (4, 170, 25, 173)
list-item: Infekce a infestace — Časté: kandidóza, orální kandidóza, vaginální kandidóza, mykotické infekce. Méně časté: vaginitida. Vzácné: kolitida související s antibiotiky, včetně pseudomembranózní kolitidy*. (8, 687, 282, 690)
paragraph: Konkrétně se váže na místo na bakteriálním ribozomu (23S podjednotky 50S) a brání vytvoření funkčního iniciačního komplexu 70S, který je nezbytnou součástí translačního procesu. (4, 853, 245, 856)
paragraph: Proto má být linezolid u pacientů se závažnou renální insuficiencí, kteří podstupují dialýzu, používán se zvláštní opatrností a pouze tehdy, pokud předpokládaný přínos převažuje nad teoretickým rizikem. (4, 150, 279, 154)
paragraph: Následující nežádoucí účinky linezolidu byly ve vzácných případech považovány za závažné: lokalizovaná bolest břicha, tranzitorní ischemické ataky a hypertenze. (4, 770, 222, 773)
paragraph: Linezolid má být používán se zvláštní opatrností u pacientů se závažnou renální insuficiencí a pouze tehdy, pokud předpokládaný přínos převažuje nad teoretickým rizikem (viz body 4.2 a 5.2). (4, 456, 263, 460)
section-heading: DRŽITEL ROZHODNUTÍ O REGISTRACI (4, 1293, 49, 1296)
paragraph: Linezolid a jeho metabolity se vylučují do mléka kojících potkanů a pozorované koncentrace byly vyšší než koncentrace v mateřské plazmě. (4, 1187, 190, 1190)
section-heading: Doba použitelnosti (4, 1245, 30, 1248)
paragraph: Tento léčivý přípravek obsahuje méně než 1 mmol (23 mg) sodíku v jedné tabletě, to znamená, že je v podstatě „bez sodíku“. (4, 499, 170, 502)
paragraph: 15/179/02-C (4, 1306, 20, 1309)
paragraph: Maximální délka léčby je 28 dní. Bezpečnost a účinnost linezolidu při podávání déle než 28 dní nebyly stanoveny. (4, 99, 157, 103)
paragraph: Studie u pediatrické populace: V otevřené studii byla účinnost linezolidu (10 mg/kg každých 8 hodin) porovnávána s vankomycinem (10–15 mg/kg každých 6–24 hodin) v léčbě infekcí vyvolaných suspektními nebo prokázanými rezistentními grampozitivními patogeny (včetně nozokomiální pneumonie, komplikovaných infekcí kůže a kožních struktur, bakteriemie spojené s katetrem, bakteriemie neznámého původu a dalších infekcí) u dětí od narození do 11 let. (4, 952, 305, 962)
paragraph: Možná léková interakce s dextromethorfanem byla studována u zdravých dobrovolníků. Subjektům byl podán dextromethorfan (dvě dávky po 20 mg s odstupem 4 hodin) s linezolidem nebo bez něj. U normálních subjektů užívajících linezolid a dextromethorfan nebyly pozorovány žádné účinky serotoninového syndromu (zmatenost, delirium, neklid, třes, zrudnutí, diaforéza, hyperpyrexie). (4, 549, 305, 555)
paragraph: U dospívajících (12 až 17 let) byla farmakokinetika linezolidu po dávce 600 mg podobná jako u dospělých. Proto dospívající, kterým je podáváno 600 mg každých 12 hodin denně, budou mít podobnou expozici jako dospělí, kterým je podávána stejná dávka. (4, 1105, 298, 1111)
paragraph: Zyvoxid je indikován k léčbě komplikovaných infekcí kůže a měkkých tkání pouze tehdy, pokud mikrobiologické vyšetření prokázalo, že infekce je vyvolána citlivými grampozitivními bakteriemi. (4, 61, 262, 64)
paragraph: Linezolid reverzibilně snižoval plodnost a vyvolával abnormální morfologii spermií u dospělých samců potkanů při expozicích přibližně rovnajících se expozicím očekávaným u lidí; možné účinky linezolidu na mužský reprodukční systém nejsou známy (viz bod 5.3). (4, 469, 293, 476)
paragraph: 28. 6. 2023 (4, 1329, 20, 1332)
paragraph: Jádro tablety: mikrokrystalická celulóza (E460), kukuřičný škrob, sodná sůl karboxymethylškrobu (typ A), hyprolóza (E463), magnesium-stearát (E470b). (4, 1226, 207, 1229)
paragraph: Známky toxicity u potkanů po dávkách linezolidu 3 000 mg/kg/den byly snížená aktivita a ataxie, zatímco u psů léčených dávkou 2 000 mg/kg/den se objevilo zvracení a třes. (4, 827, 236, 831)
paragraph: Účinek rifampicinu na farmakokinetiku linezolidu byl studován u šestnácti zdravých dospělých mužů, kterým bylo podáváno 600 mg linezolidu dvakrát denně po dobu 2,5 dne s rifampicinem 600 mg jednou denně po dobu 8 dní nebo bez něj. Rifampicin snížil Cmax a AUC linezolidu v průměru o 21 % [90% CI, 15, 27] a o 32 % [90% CI, 27, 37]. Mechanismus této interakce a její klinický význam nejsou známy. (4, 599, 300, 605)
paragraph: Do kontrolovaných klinických studií nebyli zahrnuti pacienti s lézemi diabetické nohy, dekubity nebo ischemickými lézemi, závažnými popáleninami či gangrénou. Zkušenosti s používáním linezolidu v léčbě těchto stavů jsou proto omezené. (4, 486, 304, 493)
paragraph: Starší pacienti léčení linezolidem mohou mít vyšší riziko vzniku krevních dyskrazií než mladší pacienti. Trombocytopenie se může vyskytovat častěji u pacientů se závažnou renální insuficiencí, ať už jsou, nebo nejsou dialyzováni, a u pacientů se středně těžkou až těžkou poruchou funkce jater. (4, 223, 300, 230)
list-item: Poruchy krve a lymfatického systému — Časté: anemie*†. Méně časté: leukopenie*, neutropenie, trombocytopenie*, eozinofilie. Vzácné: pancytopenie*. Není známo: myelosuprese*, sideroblastická anemie*. (8, 690, 278, 693)
paragraph: Běžně citlivé druhy — Grampozitivní aerobní mikroorganismy: Enterococcus faecalis, Enterococcus faecium*, Staphylococcus aureus*, koaguláza-negativní stafylokoky, Streptococcus agalactiae*, Streptococcus pneumoniae*, Streptococcus pyogenes*, streptokoky skupiny C, streptokoky skupiny G. (4, 896, 300, 903)
section-heading: Indikační skupina: Antibiotika (4, 18, 48, 21)
section-heading: Periferní a optická neuropatie (4, 373, 48, 376)
section-heading: Mitochondriální dysfunkce (4, 340, 41, 343)
paragraph: V malé studii u subjektů s ventrikulo-peritoneálními shunty a v podstatě nezánětlivými mozkovými plenami byl poměr linezolidu v mozkomíšním moku k plazmě při Cmax 0,7:1,0 po opakovaném podávání linezolidu. (4, 1005, 283, 1008)
paragraph: Při užívání linezolidu byla hlášena laktátová acidóza. U pacientů, u nichž se během léčby linezolidem objeví známky a příznaky metabolické acidózy včetně opakované nauzey nebo zvracení, bolesti břicha, nízké hladiny bikarbonátů nebo hyperventilace, je nutná okamžitá lékařská péče. Pokud dojde k laktátové acidóze, má být přínos pokračování v léčbě linezolidem zvážen oproti možným rizikům. (4, 331, 298, 338)
paragraph: Inhibitory monoaminooxidázy: Linezolid je reverzibilní, neselektivní inhibitor monoaminooxidázy (MAOI). K dispozici jsou velmi omezené údaje ze studií lékových interakcí a o bezpečnosti linezolidu při podávání pacientům užívajícím souběžně léčivé přípravky, které by je mohly vystavit riziku inhibice MAO. Použití linezolidu se proto za těchto okolností nedoporučuje, pokud není možné pečlivé sledování a monitorování pacienta (viz body 4.3 a 4.4). (4, 509, 305, 519)
section-heading: Rifampicin (4, 595, 19, 598)
paragraph: Během léčby linezolidem byly pozorovány a hlášeny následující nežádoucí účinky s následujícími frekvencemi: velmi časté (≥ 1/10); časté (≥ 1/100 až < 1/10); méně časté (≥ 1/1 000 až < 1/100); vzácné (≥ 1/10 000 až < 1/1 000); velmi vzácné (< 1/10 000); není známo (z dostupných údajů nelze určit). (4, 680, 304, 686)
section-heading: DATUM PRVNÍ REGISTRACE/PRODLOUŽENÍ REGISTRACE (4, 1311, 70, 1314)
paragraph: U subjektů, kterým byl podáván linezolid spolu s méně než 100 mg tyraminu, nebyla pozorována žádná významná vazopresorická odpověď. To naznačuje, že je nutné pouze vyhnout se požívání nadměrného množství potravin a nápojů s vysokým obsahem tyraminu (např. zralé sýry, kvasnicové extrakty, nedestilované alkoholické nápoje a fermentované sójové produkty, jako je sójová omáčka). (4, 573, 297, 580)
paragraph: * Klinická účinnost byla prokázána pro citlivé izoláty ve schválených klinických indikacích. (4, 911, 130, 914)
paragraph: Farmakoterapeutická skupina: Jiná antibakteriální léčiva, ATC kód: J01XX08. (4, 842, 107, 845)
paragraph: Rezistentní mikroorganismy: Haemophilus influenzae, Moraxella catarrhalis, Neisseria species, Enterobacteriaceae, Pseudomonas species. (4, 908, 187, 910)
paragraph: Následující doporučení týkající se délky léčby odpovídají délce léčby použité v klinických studiích. Kratší léčebné režimy mohou být vhodné u některých typů infekcí, ale nebyly hodnoceny v klinických studiích. (4, 96, 289, 99)
paragraph: Eliminační poločas linezolidu je v průměru přibližně 5–7 hodin. (4, 1030, 90, 1033)
paragraph: Zyvoxid obsahuje primárně (s)-linezolid, který je biologicky aktivní a metabolizuje se za vzniku neaktivních derivátů. (4, 972, 165, 975)
section-heading: Inkompatibility (4, 1235, 26, 1239)
list-item: • Komunitní pneumonie: 600 mg dvakrát denně, 10–14 po sobě jdoucích dní. (8, 114, 107, 117)
paragraph: Veškerý nepoužitý léčivý přípravek nebo odpad musí být zlikvidován v souladu s místními požadavky. (4, 1287, 138, 1291)
paragraph: U 24 pacientů se závažnou renální insuficiencí, z nichž 21 podstupovalo pravidelnou hemodialýzu, byly maximální plazmatické koncentrace dvou hlavních metabolitů po několika dnech podávání přibližně desetinásobkem koncentrací pozorovaných u pacientů s normální funkcí ledvin. Maximální plazmatické hladiny linezolidu nebyly ovlivněny. (4, 1061, 295, 1067)
paragraph: Pacienti mají být upozorněni na možnost vzniku závratí nebo příznaků poruchy zraku (jak je popsáno v bodech 4.4 a 4.8) během užívání přípravku Zyvoxid a mají být poučeni, aby neřídili ani neobsluhovali stroje, pokud se objeví některý z těchto příznaků. (4, 645, 302, 651)
section-heading: Léková forma (4, 31, 22, 34)
list-item: Psychiatrické poruchy — Časté: nespavost. (8, 701, 64, 704)
paragraph: Těhotenství: Údaje o podávání linezolidu těhotným ženám jsou omezené. Studie na zvířatech prokázaly reprodukční toxicitu (viz bod 5.3). Potenciální riziko pro člověka existuje. Linezolid nemá být během těhotenství používán, pokud to není nezbytně nutné, tj. pouze pokud potenciální přínos převažuje nad teoretickým rizikem. (4, 624, 296, 631)
paragraph: Účinky léčby přípravkem Zyvoxid na normální mikroflóru nebyly v klinických studiích hodnoceny. Použití antibiotik může příležitostně vést k přemnožení necitlivých mikroorganismů. Například přibližně 3 % pacientů užívajících doporučené dávky linezolidu prodělalo během klinických studií kandidózu související s léčivým přípravkem. Pokud během léčby dojde k superinfekci, mají být přijata vhodná opatření. (4, 444, 293, 450)
paragraph: Níže uvedená tabulka obsahuje seznam nežádoucích účinků léku s frekvencí založenou na údajích o všech příčinách ze souhrnných klinických studií, do nichž bylo zařazeno více než 2 000 dospělých pacientů, kteří dostávali doporučené dávky linezolidu po dobu až 28 dní. (4, 657, 302, 664)
paragraph: Proto má být linezolid u komplikovaných infekcí kůže a měkkých tkání používán u pacientů se známou nebo možnou koinfekcí gramnegativními mikroorganismy pouze tehdy, pokud nejsou k dispozici žádné alternativní možnosti léčby (viz bod 4.1). Za těchto okolností musí být současně zahájena léčba proti gramnegativním mikroorganismům. (4, 298, 301, 304)
paragraph: Způsob podání: Doporučená dávka linezolidu se má podávat perorálně dvakrát denně. Potahované tablety lze užívat s jídlem nebo bez jídla. (4, 165, 190, 168)
paragraph: Nerenální clearance představuje přibližně 65 % celkové clearance linezolidu. S rostoucími dávkami linezolidu byl pozorován malý stupeň nelinearity v clearance. Zdá se, že je to způsobeno nižší renální a nerenální clearancí při vyšších koncentracích linezolidu. Rozdíl v clearance je však malý a neprojevuje se ve zdánlivém eliminačním poločasu. (4, 1033, 295, 1040)
paragraph: Linezolid inhibuje mitochondriální proteosyntézu. V důsledku této inhibice se mohou objevit nežádoucí účinky, jako je laktátová acidóza, anemie a neuropatie (optická a periferní); tyto účinky jsou častější, pokud se lék užívá déle než 28 dní. (4, 344, 304, 351)
section-heading: Klinické studie (4, 478, 26, 481)
section-heading: Warfarin (4, 607, 16, 611)
paragraph: Linezolid není účinný proti infekcím vyvolaným gramnegativními patogeny. Pokud je prokázán nebo je podezření na gramnegativní patogen, je nutno současně zahájit specifickou léčbu proti gramnegativním mikroorganismům. (4, 52, 298, 55)
